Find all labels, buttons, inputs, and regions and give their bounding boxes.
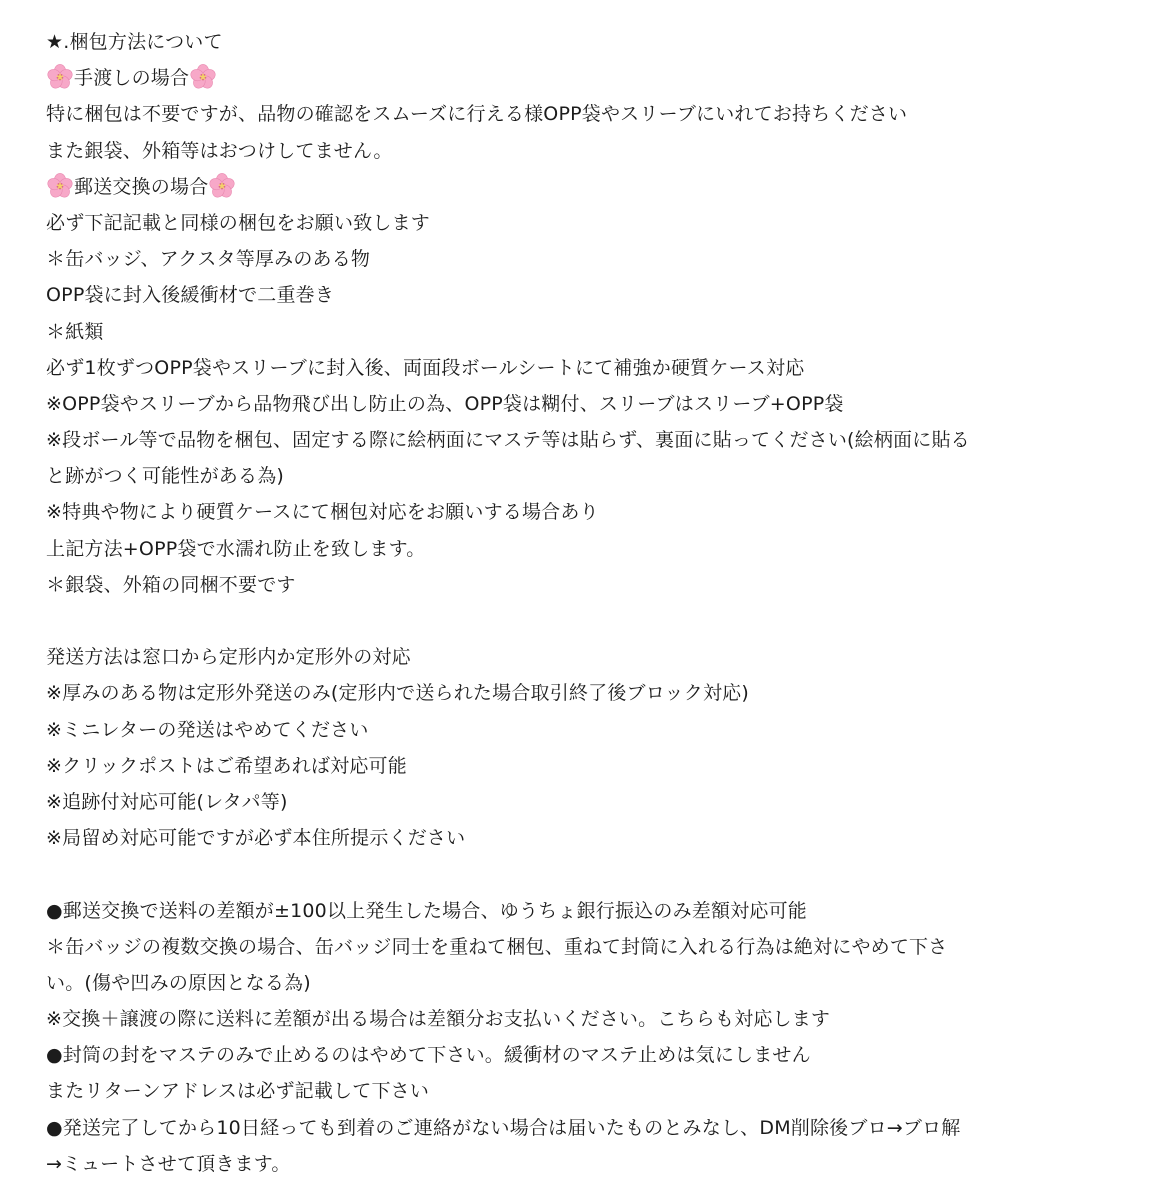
packing-instructions-document (46, 24, 1146, 1182)
text-line (46, 929, 1146, 965)
line-text: ●郵送交換で送料の差額が±100以上発生した場合、ゆうちょ銀行振込のみ差額対応可能 (46, 899, 807, 922)
line-text: ※OPP袋やスリーブから品物飛び出し防止の為、OPP袋は糊付、スリーブはスリーブ+OPP袋 (46, 392, 844, 415)
line-text: ●発送完了してから10日経っても到着のご連絡がない場合は届いたものとみなし、DM削除後ブロ→ブロ解 (46, 1116, 961, 1139)
text-line (46, 675, 1146, 711)
line-text: ※追跡付対応可能(レタパ等) (46, 790, 288, 813)
text-line (46, 422, 1146, 458)
line-text: 手渡しの場合 (74, 67, 190, 90)
line-text: 必ず下記記載と同様の梱包をお願い致します (46, 211, 431, 234)
text-line (46, 1146, 1146, 1182)
section-heading (46, 60, 1146, 96)
text-line (46, 96, 1146, 132)
text-line (46, 1037, 1146, 1073)
text-line (46, 712, 1146, 748)
text-line (46, 1110, 1146, 1146)
line-text: ※特典や物により硬質ケースにて梱包対応をお願いする場合あり (46, 501, 599, 524)
line-text: ＊紙類 (46, 320, 104, 343)
line-text: OPP袋に封入後緩衝材で二重巻き (46, 284, 335, 307)
text-line (46, 639, 1146, 675)
line-text: 郵送交換の場合 (74, 175, 209, 198)
text-line (46, 567, 1146, 603)
text-line (46, 458, 1146, 494)
text-line (46, 1001, 1146, 1037)
line-text: またリターンアドレスは必ず記載して下さい (46, 1080, 430, 1103)
line-text: と跡がつく可能性がある為) (46, 465, 285, 488)
text-line (46, 965, 1146, 1001)
text-line (46, 748, 1146, 784)
text-line (46, 314, 1146, 350)
text-line (46, 531, 1146, 567)
line-text: い。(傷や凹みの原因となる為) (46, 971, 311, 994)
line-text: ※局留め対応可能ですが必ず本住所提示ください (46, 827, 466, 850)
text-line (46, 820, 1146, 856)
text-line (46, 494, 1146, 530)
line-text: ＊銀袋、外箱の同梱不要です (46, 573, 296, 596)
line-text: また銀袋、外箱等はおつけしてません。 (46, 139, 393, 162)
line-text: ※ミニレターの発送はやめてください (46, 718, 369, 741)
line-text: 上記方法+OPP袋で水濡れ防止を致します。 (46, 537, 426, 560)
text-line (46, 784, 1146, 820)
line-text: ※クリックポストはご希望あれば対応可能 (46, 754, 407, 777)
section-heading (46, 169, 1146, 205)
cherry-blossom-icon (47, 173, 73, 199)
line-text: ★.梱包方法について (46, 31, 223, 53)
text-line (46, 1073, 1146, 1109)
line-text: ●封筒の封をマステのみで止めるのはやめて下さい。緩衝材のマステ止めは気にしません (46, 1044, 811, 1067)
line-text: 発送方法は窓口から定形内か定形外の対応 (46, 646, 411, 669)
text-line (46, 241, 1146, 277)
text-line (46, 133, 1146, 169)
cherry-blossom-icon (47, 64, 73, 90)
text-line (46, 205, 1146, 241)
text-line (46, 386, 1146, 422)
line-text: 特に梱包は不要ですが、品物の確認をスムーズに行える様OPP袋やスリーブにいれてお持ちください (46, 103, 908, 126)
line-text: ＊缶バッジ、アクスタ等厚みのある物 (46, 248, 371, 271)
text-line (46, 277, 1146, 313)
line-text: ※段ボール等で品物を梱包、固定する際に絵柄面にマステ等は貼らず、裏面に貼ってください(絵柄面に貼る (46, 429, 970, 452)
text-line (46, 856, 1146, 892)
line-text: →ミュートさせて頂きます。 (46, 1152, 291, 1175)
line-text: ＊缶バッジの複数交換の場合、缶バッジ同士を重ねて梱包、重ねて封筒に入れる行為は絶対にやめて下さ (46, 935, 948, 958)
text-line (46, 893, 1146, 929)
line-text: ※交換＋譲渡の際に送料に差額が出る場合は差額分お支払いください。こちらも対応します (46, 1008, 831, 1031)
cherry-blossom-icon (209, 173, 235, 199)
text-line (46, 24, 1146, 60)
cherry-blossom-icon (190, 64, 216, 90)
line-text: ※厚みのある物は定形外発送のみ(定形内で送られた場合取引終了後ブロック対応) (46, 682, 749, 705)
text-line (46, 603, 1146, 639)
line-text: 必ず1枚ずつOPP袋やスリーブに封入後、両面段ボールシートにて補強か硬質ケース対応 (46, 356, 805, 379)
text-line (46, 350, 1146, 386)
